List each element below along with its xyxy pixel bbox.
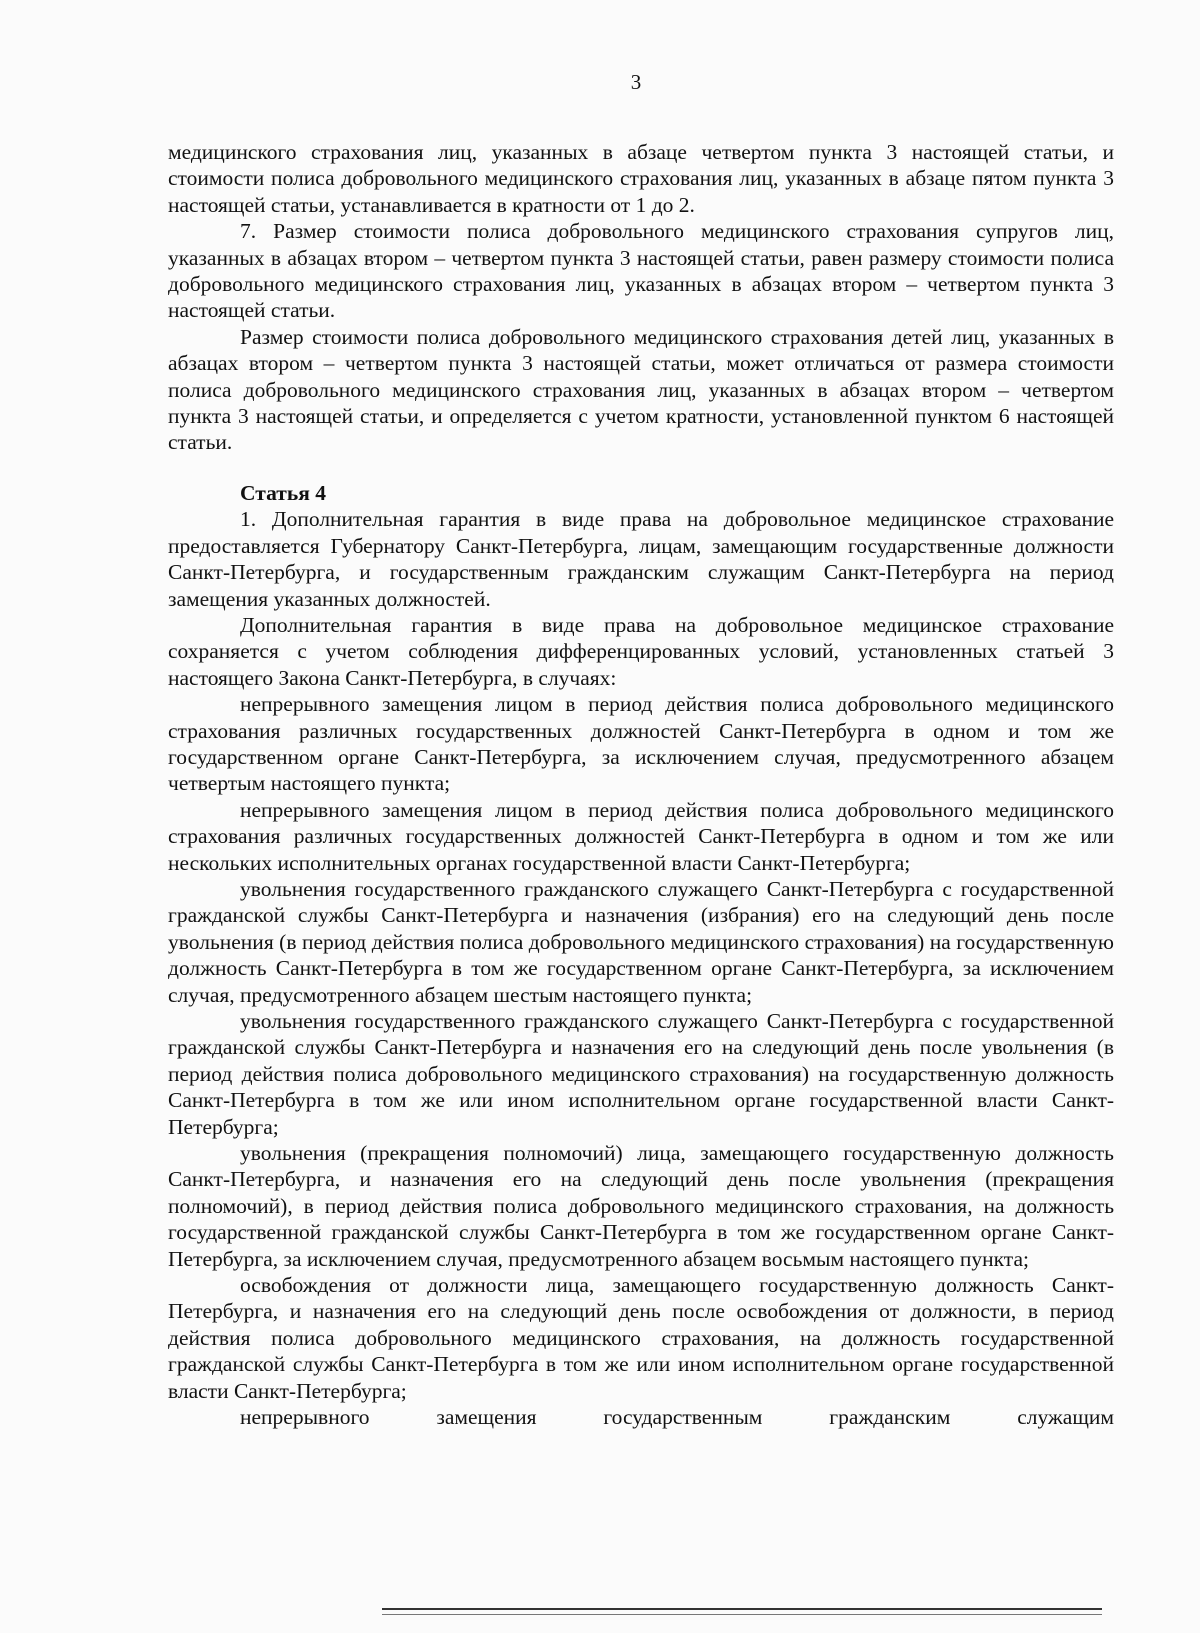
paragraph: освобождения от должности лица, замещающего государственную должность Санкт-Петербурга, и назначения его на следующий день после освобождения от должности, в период действия полиса добровольного медицинского страхования, на должность государственной гражданской службы Санкт-Петербурга в том же или ином исполнительном органе государственной власти Санкт-Петербурга; [168, 1273, 1114, 1403]
paragraph: 7. Размер стоимости полиса добровольного медицинского страхования супругов лиц, указанных в абзацах втором – четвертом пункта 3 настоящей статьи, равен размеру стоимости полиса добровольного медицинского страхования лиц, указанных в абзацах втором – четвертом пункта 3 настоящей статьи. [168, 219, 1114, 323]
paragraph: непрерывного замещения лицом в период действия полиса добровольного медицинского страхования различных государственных должностей Санкт-Петербурга в одном и том же государственном органе Санкт-Петербурга, за исключением случая, предусмотренного абзацем четвертым настоящего пункта; [168, 692, 1114, 796]
paragraph: увольнения государственного гражданского служащего Санкт-Петербурга с государственной гражданской службы Санкт-Петербурга и назначения его на следующий день после увольнения (в период действия полиса добровольного медицинского страхования) на государственную должность Санкт-Петербурга в том же или ином исполнительном органе государственной власти Санкт-Петербурга; [168, 1009, 1114, 1139]
paragraph: увольнения государственного гражданского служащего Санкт-Петербурга с государственной гражданской службы Санкт-Петербурга и назначения (избрания) его на следующий день после увольнения (в период действия полиса добровольного медицинского страхования) на государственную должность Санкт-Петербурга в том же государственном органе Санкт-Петербурга, за исключением случая, предусмотренного абзацем шестым настоящего пункта; [168, 876, 1114, 1007]
paragraph: Дополнительная гарантия в виде права на добровольное медицинское страхование сохраняется с учетом соблюдения дифференцированных условий, установленных статьей 3 настоящего Закона Санкт-Петербурга, в случаях: [168, 612, 1114, 690]
document-body [168, 139, 1114, 1431]
trailing-line: непрерывного замещения государственным гражданским служащим [240, 1405, 1114, 1430]
paragraph: 1. Дополнительная гарантия в виде права на добровольное медицинское страхование предоставляется Губернатору Санкт-Петербурга, лицам, замещающим государственные должности Санкт-Петербурга, и государственным гражданским служащим Санкт-Петербурга на период замещения указанных должностей. [168, 507, 1114, 611]
page-bottom-rule [382, 1608, 1102, 1610]
paragraph: Размер стоимости полиса добровольного медицинского страхования детей лиц, указанных в абзацах втором – четвертом пункта 3 настоящей статьи, может отличаться от размера стоимости полиса добровольного медицинского страхования лиц, указанных в абзацах втором – четвертом пункта 3 настоящей статьи, и определяется с учетом кратности, установленной пунктом 6 настоящей статьи. [168, 324, 1114, 455]
page-bottom-rule-secondary [382, 1614, 1102, 1615]
article-heading: Статья 4 [240, 480, 326, 505]
paragraph: увольнения (прекращения полномочий) лица, замещающего государственную должность Санкт-Петербурга, и назначения его на следующий день после увольнения (прекращения полномочий), в период действия полиса добровольного медицинского страхования, на должность государственной гражданской службы Санкт-Петербурга в том же государственном органе Санкт-Петербурга, за исключением случая, предусмотренного абзацем восьмым настоящего пункта; [168, 1141, 1114, 1271]
paragraph: медицинского страхования лиц, указанных в абзаце четвертом пункта 3 настоящей статьи, и стоимости полиса добровольного медицинского страхования лиц, указанных в абзаце пятом пункта 3 настоящей статьи, устанавливается в кратности от 1 до 2. [168, 140, 1114, 217]
page-number: 3 [630, 70, 642, 94]
paragraph: непрерывного замещения лицом в период действия полиса добровольного медицинского страхования различных государственных должностей Санкт-Петербурга в одном и том же или нескольких исполнительных органах государственной власти Санкт-Петербурга; [168, 797, 1114, 875]
